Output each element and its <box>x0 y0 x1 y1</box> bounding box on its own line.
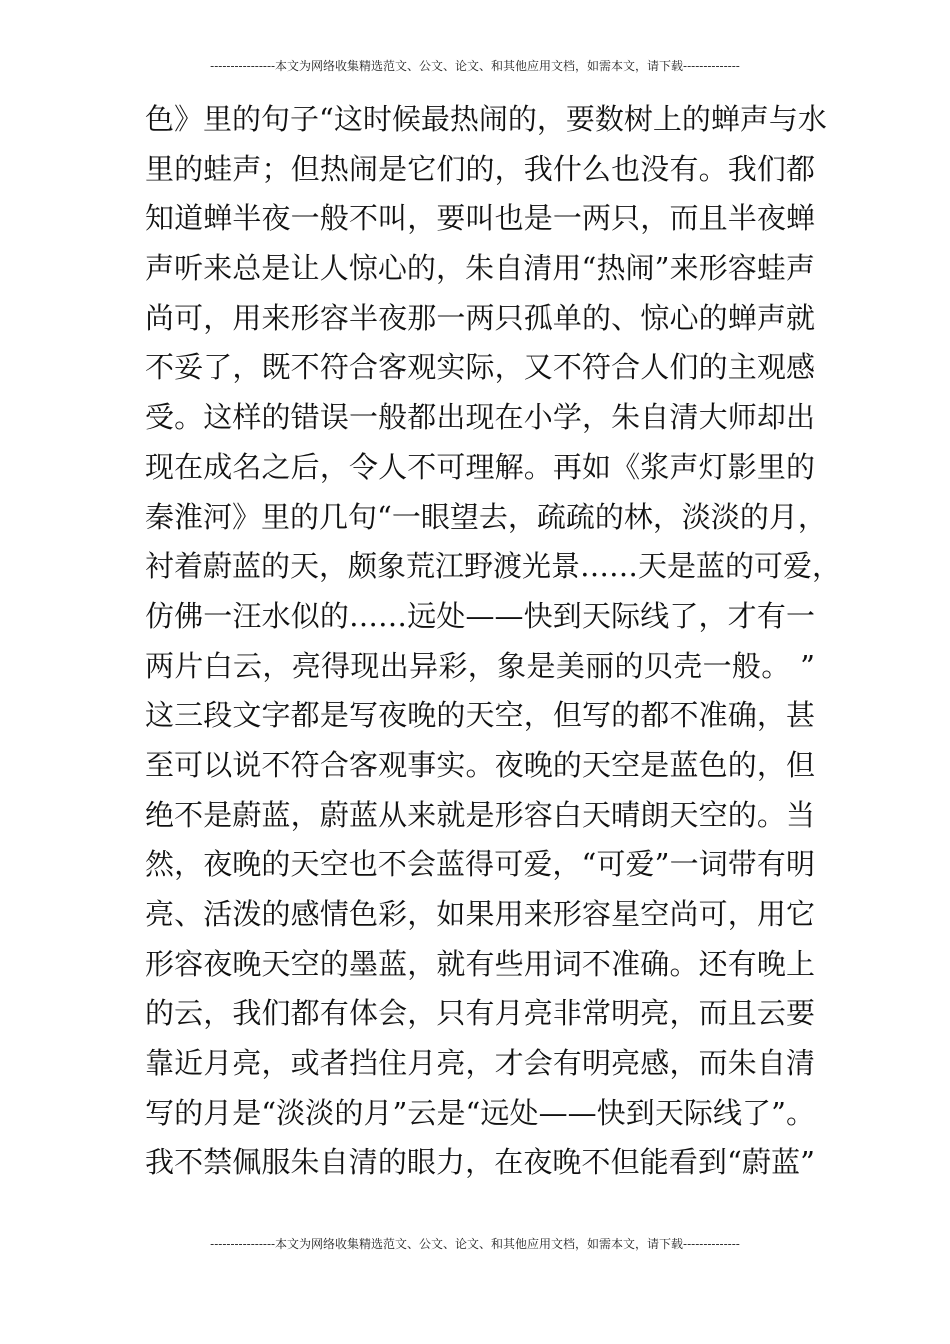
text-line: 不妥了，既不符合客观实际，又不符合人们的主观感 <box>145 350 815 385</box>
text-line: 亮、活泼的感情色彩，如果用来形容星空尚可，用它 <box>145 897 815 931</box>
text-line: 里的蛙声；但热闹是它们的，我什么也没有。我们都 <box>145 151 815 186</box>
text-line: 衬着蔚蓝的天，颇象荒江野渡光景……天是蓝的可爱， <box>145 549 842 584</box>
text-line: 现在成名之后，令人不可理解。再如《浆声灯影里的 <box>145 449 815 484</box>
text-line: 然，夜晚的天空也不会蓝得可爱，“可爱”一词带有明 <box>145 847 815 882</box>
text-line: 知道蝉半夜一般不叫，要叫也是一两只，而且半夜蝉 <box>145 201 815 236</box>
text-line: 靠近月亮，或者挡住月亮，才会有明亮感，而朱自清 <box>145 1046 815 1081</box>
page-footer: ----------------本文为网络收集精选范文、公文、论文、和其他应用文档，如需本文，请下载-------------- <box>210 1237 740 1251</box>
page-header: ----------------本文为网络收集精选范文、公文、论文、和其他应用文档，如需本文，请下载-------------- <box>210 59 740 73</box>
text-line: 形容夜晚天空的墨蓝，就有些用词不准确。还有晚上 <box>145 946 815 981</box>
text-line: 秦淮河》里的几句“一眼望去，疏疏的林，淡淡的月， <box>145 499 827 534</box>
text-line: 尚可，用来形容半夜那一两只孤单的、惊心的蝉声就 <box>145 300 815 335</box>
text-line: 绝不是蔚蓝，蔚蓝从来就是形容白天晴朗天空的。当 <box>145 797 815 832</box>
text-line: 至可以说不符合客观事实。夜晚的天空是蓝色的，但 <box>145 747 815 782</box>
text-line: 我不禁佩服朱自清的眼力，在夜晚不但能看到“蔚蓝” <box>145 1145 815 1180</box>
text-line: 的云，我们都有体会，只有月亮非常明亮，而且云要 <box>145 996 815 1031</box>
text-line: 两片白云，亮得现出异彩，象是美丽的贝壳一般。 ” <box>145 648 815 683</box>
text-line: 写的月是“淡淡的月”云是“远处——快到天际线了”。 <box>145 1095 815 1130</box>
text-line: 声听来总是让人惊心的，朱自清用“热闹”来形容蛙声 <box>145 251 815 286</box>
text-line: 色》里的句子“这时候最热闹的，要数树上的蝉声与水 <box>145 102 827 136</box>
text-line: 仿佛一汪水似的……远处——快到天际线了，才有一 <box>145 598 815 633</box>
document-body <box>145 95 842 1188</box>
text-line: 受。这样的错误一般都出现在小学，朱自清大师却出 <box>145 400 815 435</box>
text-line: 这三段文字都是写夜晚的天空，但写的都不准确，甚 <box>145 698 815 733</box>
